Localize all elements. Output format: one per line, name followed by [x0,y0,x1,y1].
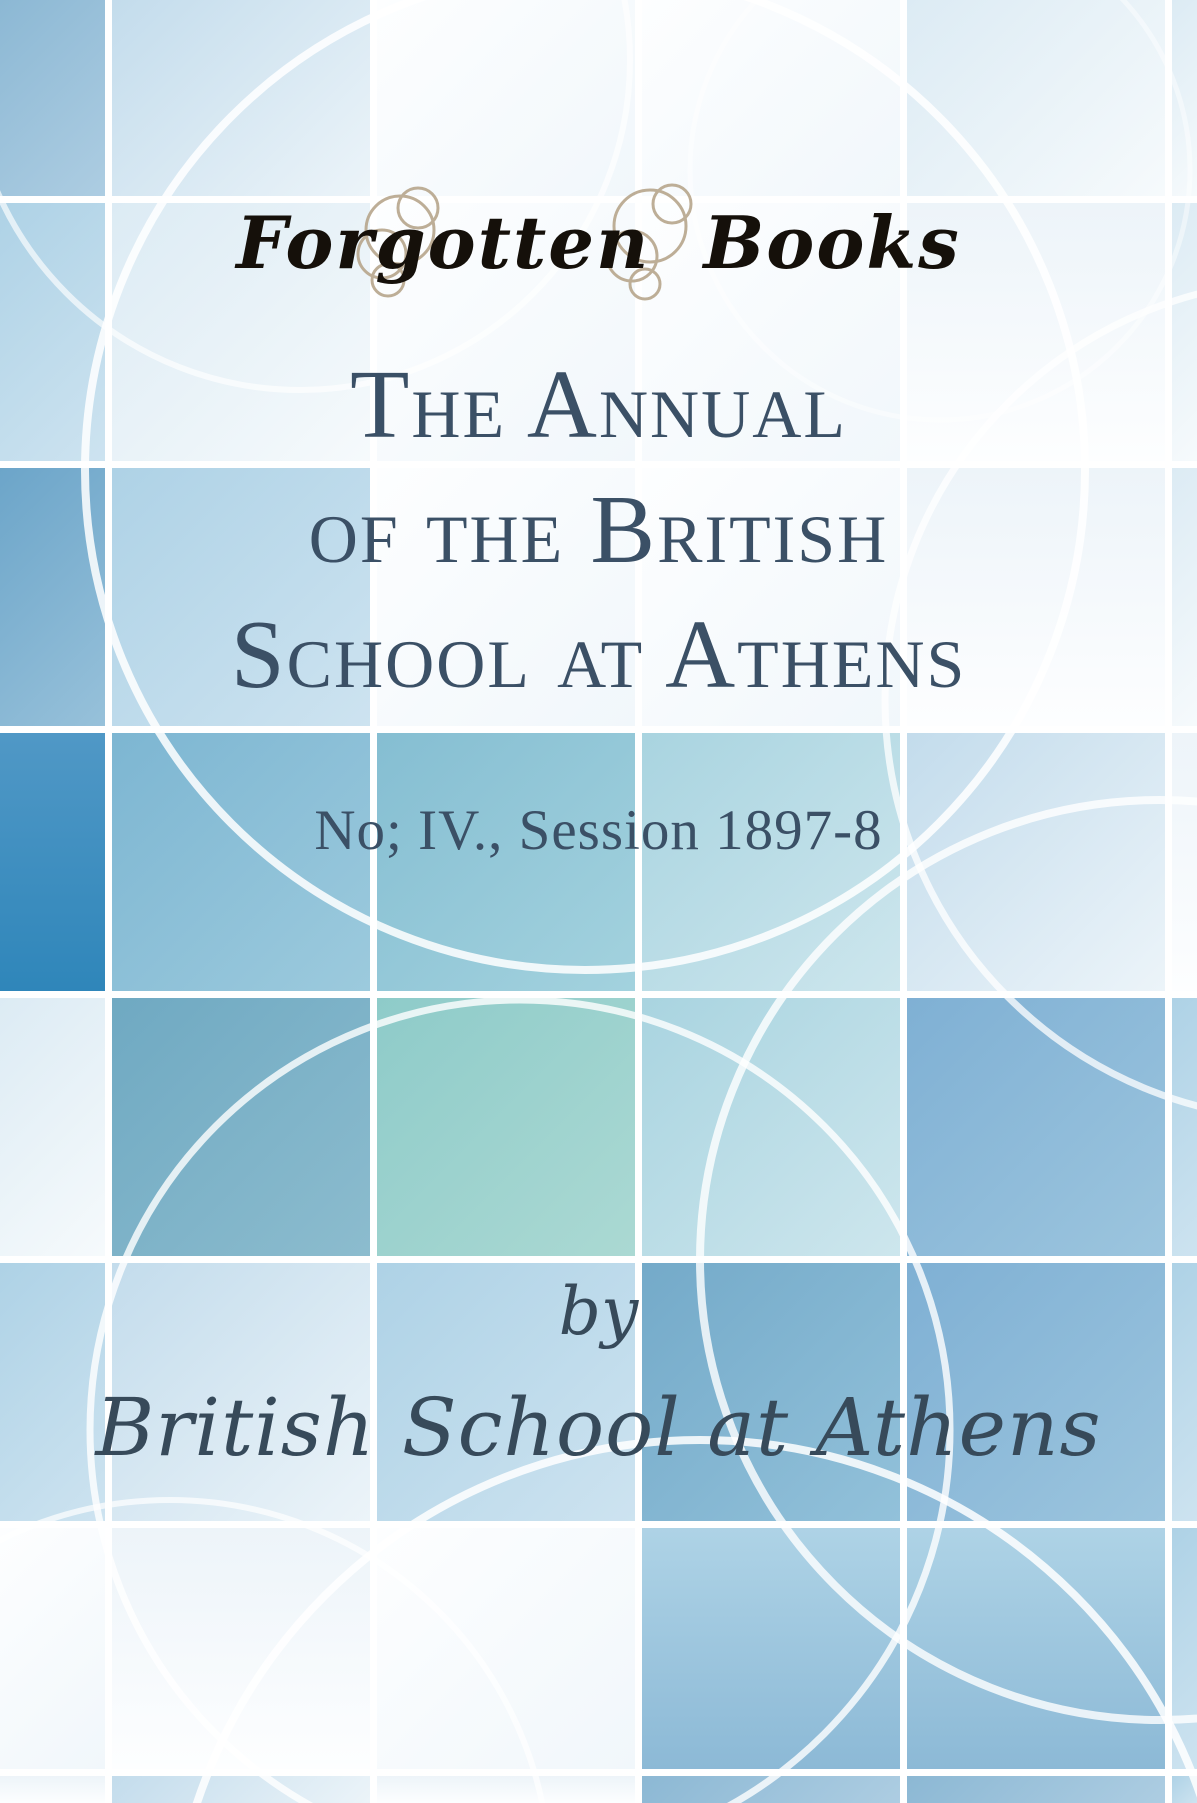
background-tile [1172,0,1197,196]
background-tile [907,998,1165,1256]
background-tile [112,1528,370,1769]
background-tile [377,998,635,1256]
background-tile [1172,1528,1197,1769]
author-name: British School at Athens [95,1381,1102,1474]
background-tile [907,0,1165,196]
title-line-3: School at Athens [230,601,967,708]
background-tile [0,998,105,1256]
book-title [0,342,1197,717]
background-tile [642,998,900,1256]
background-tile [0,1528,105,1769]
background-tile [112,1776,370,1803]
byline-label: by [558,1273,639,1350]
background-tile [642,1776,900,1803]
background-tile [642,1528,900,1769]
background-tile [907,1528,1165,1769]
background-tile [112,0,370,196]
title-line-1: The Annual [350,351,847,458]
background-tile [907,1776,1165,1803]
background-tile [377,1528,635,1769]
publisher-logo [0,168,1197,318]
publisher-logo-text: Forgotten Books [236,200,961,285]
background-tile [0,1776,105,1803]
background-tile [377,0,635,196]
background-tile [1172,1776,1197,1803]
book-subtitle: No; IV., Session 1897-8 [314,799,883,862]
background-tile [1172,998,1197,1256]
title-line-2: of the British [308,476,889,583]
background-tile [642,0,900,196]
background-tile [377,1776,635,1803]
background-tile [0,0,105,196]
background-tile [112,998,370,1256]
